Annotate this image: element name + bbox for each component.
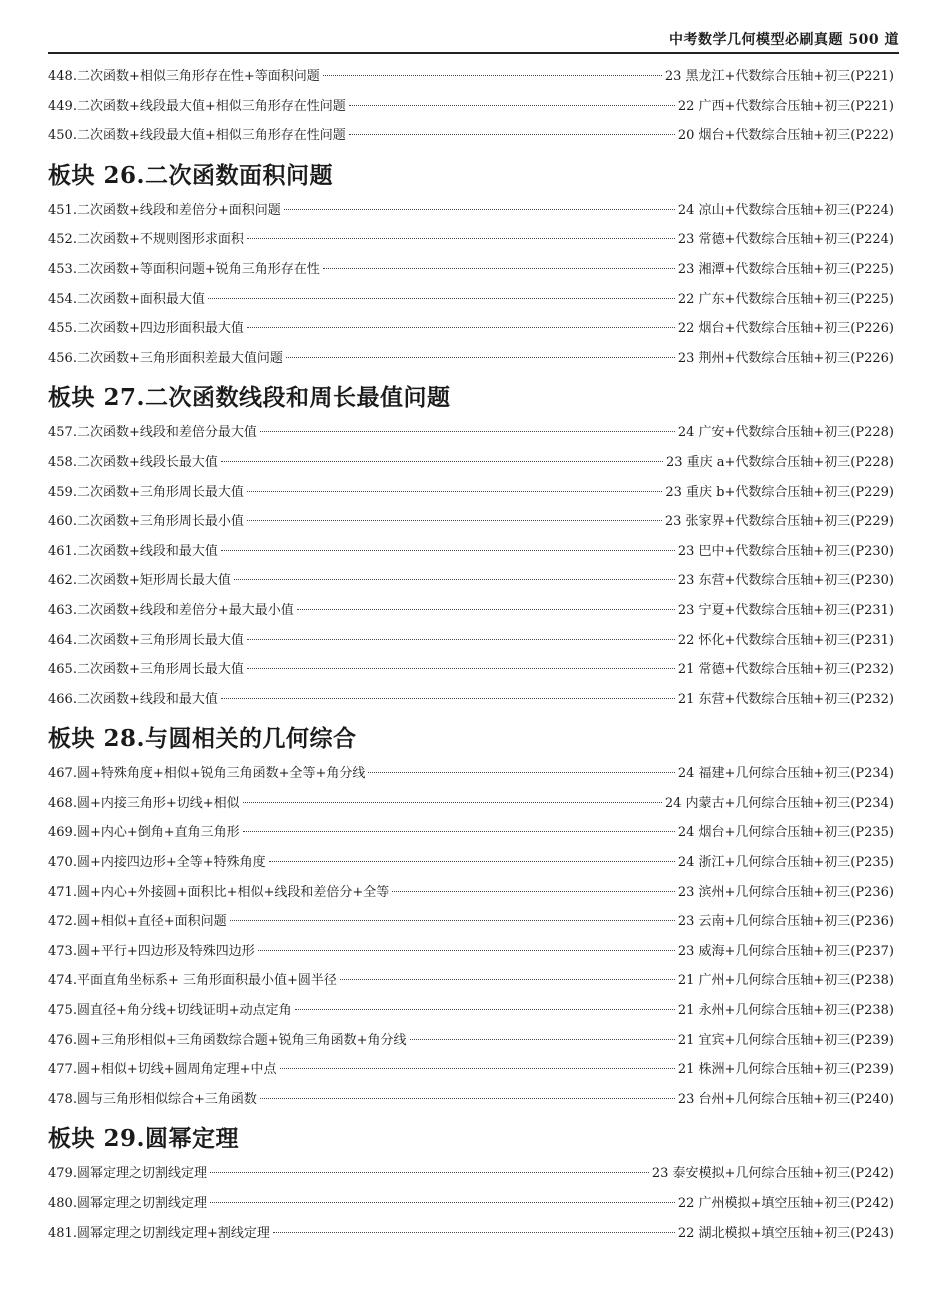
entry-topic: 481.圆幂定理之切割线定理+割线定理 — [48, 1225, 270, 1241]
entry-topic: 479.圆幂定理之切割线定理 — [48, 1166, 207, 1182]
entry-source-page: 23 威海+几何综合压轴+初三(P237) — [677, 943, 894, 959]
toc-entry — [48, 507, 894, 537]
dot-leader — [247, 639, 675, 640]
toc-entry — [48, 655, 894, 685]
entry-topic: 448.二次函数+相似三角形存在性+等面积问题 — [48, 69, 320, 84]
entry-source-page: 23 常德+代数综合压轴+初三(P224) — [677, 232, 894, 248]
entry-topic: 462.二次函数+矩形周长最大值 — [48, 573, 231, 589]
entry-source-page: 21 常德+代数综合压轴+初三(P232) — [677, 662, 894, 678]
toc-entry — [48, 196, 894, 226]
entry-topic: 449.二次函数+线段最大值+相似三角形存在性问题 — [48, 98, 346, 114]
toc-entry — [48, 344, 894, 374]
section-title: 板块 28.与圆相关的几何综合 — [48, 725, 357, 753]
dot-leader — [247, 238, 675, 239]
dot-leader — [323, 268, 675, 269]
entry-source-page: 24 凉山+代数综合压轴+初三(P224) — [677, 202, 894, 218]
dot-leader — [247, 327, 675, 328]
entry-source-page: 21 广州+几何综合压轴+初三(P238) — [677, 973, 894, 989]
toc-entry — [48, 448, 894, 478]
dot-leader — [349, 105, 675, 106]
toc-entry — [48, 937, 894, 967]
entry-topic: 467.圆+特殊角度+相似+锐角三角函数+全等+角分线 — [48, 766, 366, 782]
entry-topic: 455.二次函数+四边形面积最大值 — [48, 321, 244, 337]
entry-topic: 477.圆+相似+切线+圆周角定理+中点 — [48, 1062, 277, 1078]
entry-topic: 460.二次函数+三角形周长最小值 — [48, 514, 244, 530]
entry-source-page: 22 烟台+代数综合压轴+初三(P226) — [677, 321, 894, 337]
toc-entry — [48, 789, 894, 819]
toc-entry — [48, 1219, 894, 1249]
entry-topic: 456.二次函数+三角形面积差最大值问题 — [48, 350, 283, 366]
entry-source-page: 24 福建+几何综合压轴+初三(P234) — [677, 766, 894, 782]
dot-leader — [286, 357, 675, 358]
dot-leader — [295, 1009, 675, 1010]
entry-source-page: 21 东营+代数综合压轴+初三(P232) — [677, 691, 894, 707]
entry-source-page: 22 广西+代数综合压轴+初三(P221) — [677, 98, 894, 114]
entry-source-page: 22 广州模拟+填空压轴+初三(P242) — [677, 1196, 894, 1211]
entry-source-page: 23 重庆 b+代数综合压轴+初三(P229) — [665, 484, 894, 500]
dot-leader — [260, 1098, 675, 1099]
entry-source-page: 23 湘潭+代数综合压轴+初三(P225) — [677, 261, 894, 277]
dot-leader — [323, 75, 662, 76]
dot-leader — [340, 979, 675, 980]
dot-leader — [210, 1172, 649, 1173]
entry-topic: 480.圆幂定理之切割线定理 — [48, 1196, 207, 1211]
toc-entry — [48, 685, 894, 715]
dot-leader — [297, 609, 675, 610]
toc-entry — [48, 478, 894, 508]
entry-source-page: 23 宁夏+代数综合压轴+初三(P231) — [677, 602, 894, 618]
toc-entry — [48, 596, 894, 626]
entry-source-page: 23 黑龙江+代数综合压轴+初三(P221) — [664, 69, 894, 84]
toc-entry — [48, 537, 894, 567]
toc-entry — [48, 225, 894, 255]
section-title: 板块 26.二次函数面积问题 — [48, 161, 334, 189]
dot-leader — [247, 491, 663, 492]
entry-source-page: 22 湖北模拟+填空压轴+初三(P243) — [677, 1225, 894, 1241]
dot-leader — [368, 772, 674, 773]
toc-entry — [48, 1189, 894, 1219]
dot-leader — [247, 668, 675, 669]
entry-topic: 474.平面直角坐标系+ 三角形面积最小值+圆半径 — [48, 973, 337, 989]
dot-leader — [234, 579, 675, 580]
dot-leader — [243, 802, 662, 803]
entry-source-page: 23 东营+代数综合压轴+初三(P230) — [677, 573, 894, 589]
dot-leader — [210, 1202, 675, 1203]
toc-entry — [48, 1026, 894, 1056]
page-header — [48, 28, 899, 54]
entry-source-page: 24 浙江+几何综合压轴+初三(P235) — [677, 855, 894, 871]
dot-leader — [221, 461, 663, 462]
dot-leader — [260, 431, 675, 432]
section-title: 板块 29.圆幂定理 — [48, 1125, 240, 1153]
entry-topic: 457.二次函数+线段和差倍分最大值 — [48, 425, 257, 441]
entry-topic: 458.二次函数+线段长最大值 — [48, 454, 218, 470]
dot-leader — [258, 950, 675, 951]
entry-source-page: 21 宜宾+几何综合压轴+初三(P239) — [677, 1032, 894, 1048]
entry-topic: 450.二次函数+线段最大值+相似三角形存在性问题 — [48, 128, 346, 144]
toc-entry — [48, 759, 894, 789]
toc-entry — [48, 1159, 894, 1189]
entry-topic: 465.二次函数+三角形周长最大值 — [48, 662, 244, 678]
dot-leader — [349, 134, 675, 135]
entry-topic: 475.圆直径+角分线+切线证明+动点定角 — [48, 1003, 292, 1019]
toc-entry — [48, 966, 894, 996]
toc-entry — [48, 1085, 894, 1115]
toc-entry — [48, 818, 894, 848]
toc-entry — [48, 996, 894, 1026]
toc-entry — [48, 848, 894, 878]
entry-source-page: 20 烟台+代数综合压轴+初三(P222) — [677, 128, 894, 144]
entry-topic: 466.二次函数+线段和最大值 — [48, 691, 218, 707]
entry-topic: 459.二次函数+三角形周长最大值 — [48, 484, 244, 500]
entry-topic: 454.二次函数+面积最大值 — [48, 291, 205, 307]
dot-leader — [221, 698, 675, 699]
entry-topic: 452.二次函数+不规则图形求面积 — [48, 232, 244, 248]
dot-leader — [243, 831, 675, 832]
entry-topic: 471.圆+内心+外接圆+面积比+相似+线段和差倍分+全等 — [48, 884, 390, 900]
entry-topic: 469.圆+内心+倒角+直角三角形 — [48, 825, 240, 841]
entry-source-page: 23 张家界+代数综合压轴+初三(P229) — [664, 514, 894, 530]
toc-entry — [48, 92, 894, 122]
entry-source-page: 24 烟台+几何综合压轴+初三(P235) — [677, 825, 894, 841]
entry-source-page: 22 怀化+代数综合压轴+初三(P231) — [677, 632, 894, 648]
toc-entry — [48, 1055, 894, 1085]
entry-source-page: 23 云南+几何综合压轴+初三(P236) — [677, 914, 894, 930]
toc-entry — [48, 907, 894, 937]
book-title: 中考数学几何模型必刷真题 500 道 — [669, 32, 899, 48]
section-title: 板块 27.二次函数线段和周长最值问题 — [48, 384, 451, 412]
entry-topic: 453.二次函数+等面积问题+锐角三角形存在性 — [48, 261, 320, 277]
entry-source-page: 23 泰安模拟+几何综合压轴+初三(P242) — [651, 1166, 894, 1182]
entry-source-page: 24 内蒙古+几何综合压轴+初三(P234) — [664, 795, 894, 811]
entry-source-page: 23 滨州+几何综合压轴+初三(P236) — [677, 884, 894, 900]
entry-topic: 464.二次函数+三角形周长最大值 — [48, 632, 244, 648]
entry-source-page: 21 永州+几何综合压轴+初三(P238) — [677, 1003, 894, 1019]
entry-topic: 473.圆+平行+四边形及特殊四边形 — [48, 943, 255, 959]
entry-source-page: 23 巴中+代数综合压轴+初三(P230) — [677, 543, 894, 559]
dot-leader — [221, 550, 675, 551]
dot-leader — [280, 1068, 675, 1069]
dot-leader — [269, 861, 675, 862]
entry-source-page: 23 重庆 a+代数综合压轴+初三(P228) — [665, 454, 894, 470]
toc-entry — [48, 418, 894, 448]
dot-leader — [208, 298, 675, 299]
entry-topic: 476.圆+三角形相似+三角函数综合题+锐角三角函数+角分线 — [48, 1032, 407, 1048]
entry-topic: 478.圆与三角形相似综合+三角函数 — [48, 1091, 257, 1107]
entry-source-page: 22 广东+代数综合压轴+初三(P225) — [677, 291, 894, 307]
toc-entry — [48, 255, 894, 285]
toc-content — [48, 62, 894, 1248]
entry-source-page: 23 台州+几何综合压轴+初三(P240) — [677, 1091, 894, 1107]
entry-topic: 472.圆+相似+直径+面积问题 — [48, 914, 227, 930]
toc-entry — [48, 62, 894, 92]
toc-entry — [48, 121, 894, 151]
entry-topic: 461.二次函数+线段和最大值 — [48, 543, 218, 559]
toc-entry — [48, 566, 894, 596]
dot-leader — [284, 209, 675, 210]
entry-source-page: 23 荆州+代数综合压轴+初三(P226) — [677, 350, 894, 366]
toc-entry — [48, 285, 894, 315]
entry-topic: 470.圆+内接四边形+全等+特殊角度 — [48, 855, 266, 871]
entry-topic: 463.二次函数+线段和差倍分+最大最小值 — [48, 602, 294, 618]
dot-leader — [392, 891, 675, 892]
dot-leader — [273, 1232, 675, 1233]
entry-topic: 451.二次函数+线段和差倍分+面积问题 — [48, 202, 281, 218]
dot-leader — [410, 1039, 675, 1040]
entry-source-page: 21 株洲+几何综合压轴+初三(P239) — [677, 1062, 894, 1078]
dot-leader — [230, 920, 675, 921]
toc-entry — [48, 878, 894, 908]
entry-source-page: 24 广安+代数综合压轴+初三(P228) — [677, 425, 894, 441]
entry-topic: 468.圆+内接三角形+切线+相似 — [48, 795, 240, 811]
toc-entry — [48, 314, 894, 344]
dot-leader — [247, 520, 662, 521]
toc-entry — [48, 626, 894, 656]
